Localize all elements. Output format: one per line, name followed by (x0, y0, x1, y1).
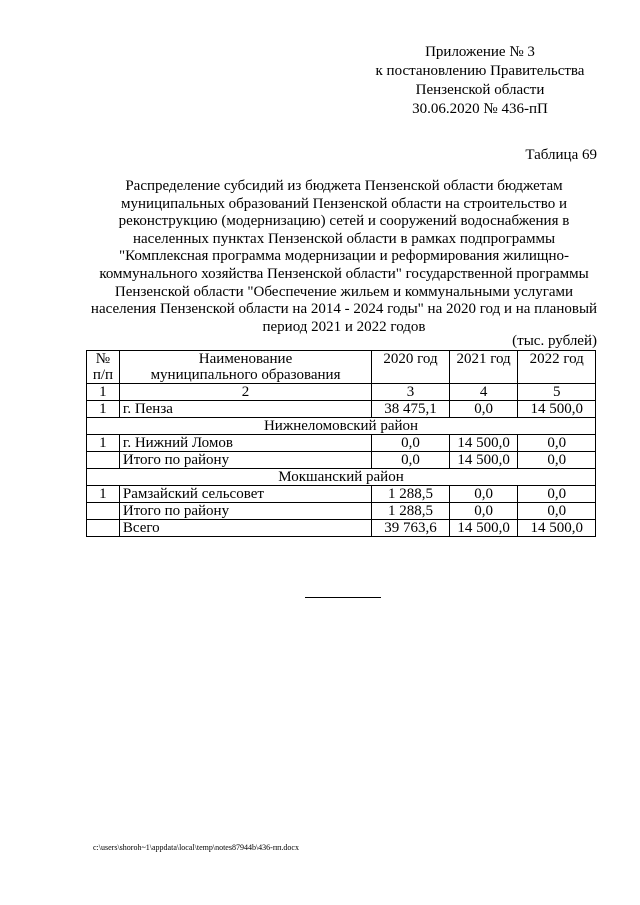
row-value-2020: 0,0 (372, 452, 450, 469)
row-num-empty (87, 503, 120, 520)
units-label: (тыс. рублей) (512, 333, 597, 349)
col-number: 1 (87, 384, 120, 401)
row-value-2022: 0,0 (518, 435, 596, 452)
row-value-2021: 14 500,0 (449, 435, 518, 452)
row-value-2021: 0,0 (449, 401, 518, 418)
col-number: 3 (372, 384, 450, 401)
closing-rule (305, 597, 381, 598)
table-row (87, 435, 596, 452)
column-number-row (87, 384, 596, 401)
region-heading-row (87, 469, 596, 486)
header-num-line2: п/п (92, 367, 114, 383)
region-title: Мокшанский район (87, 469, 596, 486)
file-path-footer: c:\users\shoroh~1\appdata\local\temp\notes87944b\436-пп.docx (93, 843, 299, 852)
row-value-2020: 1 288,5 (372, 503, 450, 520)
header-name (119, 351, 371, 384)
annex-reference: к постановлению Правительства (375, 63, 585, 79)
row-value-2022: 0,0 (518, 452, 596, 469)
row-value-2020: 39 763,6 (372, 520, 450, 537)
header-name-line1: Наименование (198, 351, 293, 367)
annex-title: Приложение № 3 (425, 44, 535, 60)
annex-date-number: 30.06.2020 № 436-пП (412, 101, 548, 117)
row-value-2021: 0,0 (449, 486, 518, 503)
col-number: 4 (449, 384, 518, 401)
header-num-line1: № (95, 351, 111, 367)
header-2020: 2020 год (372, 351, 450, 384)
row-num: 1 (87, 435, 120, 452)
row-value-2020: 0,0 (372, 435, 450, 452)
row-name: Всего (119, 520, 371, 537)
row-name: г. Нижний Ломов (119, 435, 371, 452)
region-total-row (87, 503, 596, 520)
table-number: Таблица 69 (525, 147, 597, 163)
table-row (87, 486, 596, 503)
row-value-2021: 0,0 (449, 503, 518, 520)
header-2022: 2022 год (518, 351, 596, 384)
header-2021: 2021 год (449, 351, 518, 384)
grand-total-row (87, 520, 596, 537)
distribution-table (86, 350, 596, 537)
row-name: Рамзайский сельсовет (119, 486, 371, 503)
row-name: Итого по району (119, 503, 371, 520)
row-value-2021: 14 500,0 (449, 452, 518, 469)
row-num-empty (87, 520, 120, 537)
row-value-2020: 38 475,1 (372, 401, 450, 418)
row-value-2022: 0,0 (518, 486, 596, 503)
row-value-2022: 0,0 (518, 503, 596, 520)
row-value-2022: 14 500,0 (518, 520, 596, 537)
row-value-2021: 14 500,0 (449, 520, 518, 537)
row-num-empty (87, 452, 120, 469)
header-num (87, 351, 120, 384)
region-heading-row (87, 418, 596, 435)
annex-region: Пензенской области (415, 82, 545, 98)
header-name-line2: муниципального образования (150, 367, 341, 383)
row-name: Итого по району (119, 452, 371, 469)
region-total-row (87, 452, 596, 469)
row-value-2020: 1 288,5 (372, 486, 450, 503)
table-header-row (87, 351, 596, 384)
col-number: 5 (518, 384, 596, 401)
row-num: 1 (87, 486, 120, 503)
document-heading: Распределение субсидий из бюджета Пензенской области бюджетам муниципальных образований Пензенской области на строительство и реконструкцию (модернизацию) сетей и сооружений водоснабжения в населенных пунктах Пензенской области в рамках подпрограммы "Комплексная программа модернизации и реформирования жилищно-коммунального хозяйства Пензенской области" государственной программы Пензенской области "Обеспечение жильем и коммунальными услугами населения Пензенской области на 2014 - 2024 годы" на 2020 год и на плановый период 2021 и 2022 годов (90, 178, 598, 335)
region-title: Нижнеломовский район (87, 418, 596, 435)
row-num: 1 (87, 401, 120, 418)
row-value-2022: 14 500,0 (518, 401, 596, 418)
row-name: г. Пенза (119, 401, 371, 418)
table-row (87, 401, 596, 418)
col-number: 2 (119, 384, 371, 401)
annex-block (330, 43, 630, 119)
